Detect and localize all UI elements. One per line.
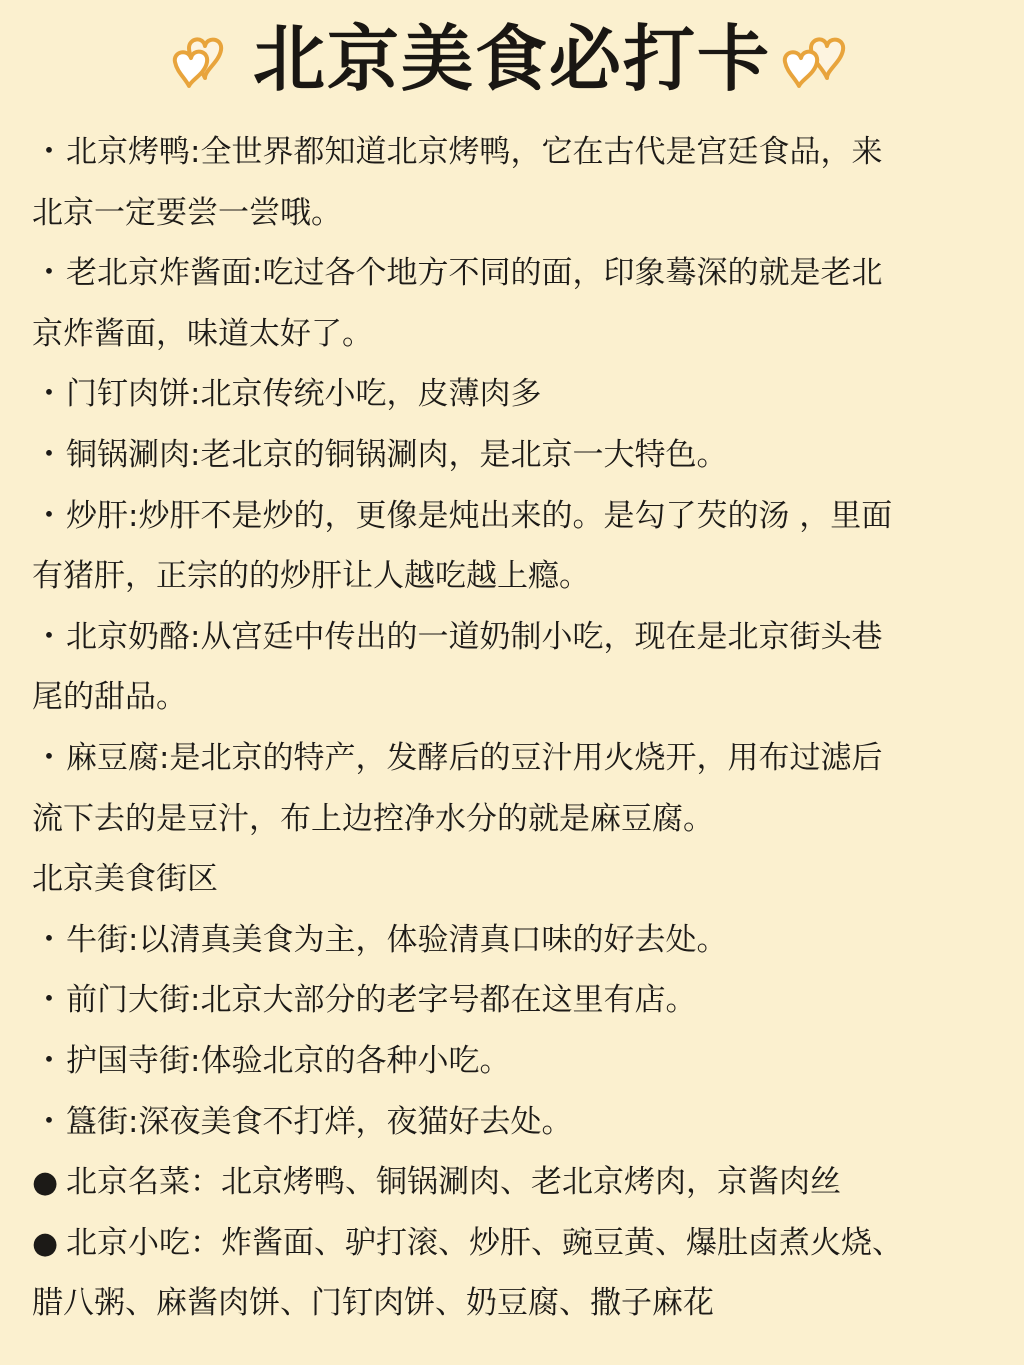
bullet: ・: [33, 618, 65, 655]
list-item-line: [32, 243, 996, 304]
item-text: 北京奶酪:从宫廷中传出的一道奶制小吃，现在是北京街头巷: [66, 618, 883, 655]
item-text: 炒肝:炒肝不是炒的，更像是炖出来的。是勾了芡的汤 ，里面: [66, 497, 893, 534]
bullet: ・: [33, 376, 65, 413]
bullet-dot: ●: [32, 1225, 59, 1261]
list-item-line: [32, 183, 996, 244]
summary-text: 北京名菜：北京烤鸭、铜锅涮肉、老北京烤肉，京酱肉丝: [66, 1164, 841, 1201]
bullet: ・: [33, 1103, 65, 1140]
street-item: [32, 970, 996, 1031]
bullet: ・: [33, 255, 65, 292]
food-list: [28, 122, 996, 1334]
summary-item: [32, 1152, 996, 1213]
summary-item-continued: [32, 1273, 996, 1334]
item-text: 京炸酱面，味道太好了。: [32, 315, 373, 352]
page-title: 北京美食必打卡: [252, 17, 771, 101]
list-item-line: [32, 304, 996, 365]
bullet: ・: [33, 921, 65, 958]
heart-pair-icon-right: [777, 28, 857, 90]
item-text: 北京烤鸭:全世界都知道北京烤鸭，它在古代是宫廷食品，来: [66, 134, 883, 170]
street-item: [32, 1092, 996, 1153]
list-item-line: [32, 425, 996, 486]
item-text: 流下去的是豆汁，布上边控净水分的就是麻豆腐。: [32, 800, 714, 837]
street-item: [32, 1031, 996, 1092]
item-text: 门钉肉饼:北京传统小吃，皮薄肉多: [66, 376, 542, 413]
summary-item: [32, 1213, 996, 1274]
street-text: 簋街:深夜美食不打烊，夜猫好去处。: [66, 1103, 573, 1140]
item-text: 麻豆腐:是北京的特产，发酵后的豆汁用火烧开，用布过滤后: [66, 739, 883, 776]
heart-pair-icon-left: [167, 28, 247, 90]
section-heading: 北京美食街区: [32, 861, 218, 898]
item-text: 北京一定要尝一尝哦。: [32, 194, 342, 231]
item-text: 有猪肝，正宗的的炒肝让人越吃越上瘾。: [32, 558, 590, 595]
list-item-line: [32, 789, 996, 850]
list-item-line: [32, 122, 996, 183]
item-text: 铜锅涮肉:老北京的铜锅涮肉，是北京一大特色。: [66, 436, 728, 473]
bullet: ・: [33, 982, 65, 1019]
list-item-line: [32, 546, 996, 607]
summary-text: 北京小吃：炸酱面、驴打滚、炒肝、豌豆黄、爆肚卤煮火烧、: [66, 1224, 903, 1261]
bullet: ・: [33, 497, 65, 534]
bullet-dot: ●: [32, 1165, 59, 1201]
street-text: 护国寺街:体验北京的各种小吃。: [66, 1042, 511, 1079]
street-item: [32, 910, 996, 971]
bullet: ・: [33, 436, 65, 473]
header: [28, 0, 996, 118]
list-item-line: [32, 607, 996, 668]
bullet: ・: [33, 134, 65, 170]
bullet: ・: [33, 1042, 65, 1079]
list-item-line: [32, 667, 996, 728]
street-text: 前门大街:北京大部分的老字号都在这里有店。: [66, 982, 697, 1019]
list-item-line: [32, 728, 996, 789]
bullet: ・: [33, 739, 65, 776]
item-text: 老北京炸酱面:吃过各个地方不同的面，印象蓦深的就是老北: [66, 255, 883, 292]
list-item-line: [32, 364, 996, 425]
item-text: 尾的甜品。: [32, 679, 187, 716]
list-item-line: [32, 486, 996, 547]
summary-text: 腊八粥、麻酱肉饼、门钉肉饼、奶豆腐、撒子麻花: [32, 1285, 714, 1322]
street-text: 牛街:以清真美食为主，体验清真口味的好去处。: [66, 921, 728, 958]
